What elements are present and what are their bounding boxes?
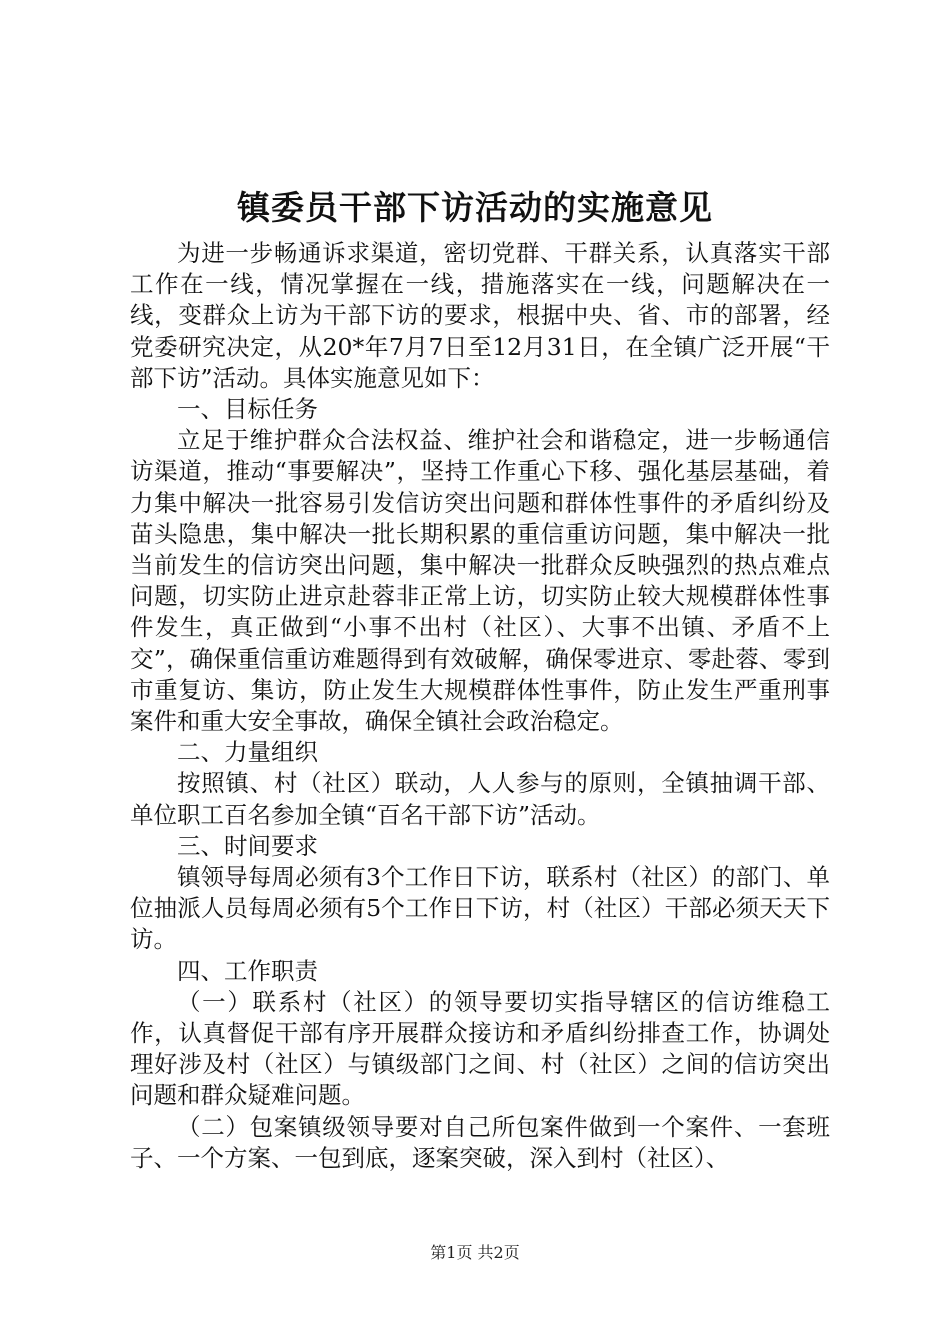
- time-paragraph: 镇领导每周必须有3个工作日下访，联系村（社区）的部门、单位抽派人员每周必须有5个工作日下访，村（社区）干部必须天天下访。: [130, 863, 830, 954]
- goals-paragraph: 立足于维护群众合法权益、维护社会和谐稳定，进一步畅通信访渠道，推动“事要解决”，坚持工作重心下移、强化基层基础，着力集中解决一批容易引发信访突出问题和群体性事件的矛盾纠纷及苗头隐患，集中解决一批长期积累的重信重访问题，集中解决一批当前发生的信访突出问题，集中解决一批群众反映强烈的热点难点问题，切实防止进京赴蓉非正常上访，切实防止较大规模群体性事件发生，真正做到“小事不出村（社区）、大事不出镇、矛盾不上交”，确保重信重访难题得到有效破解，确保零进京、零赴蓉、零到市重复访、集访，防止发生大规模群体性事件，防止发生严重刑事案件和重大安全事故，确保全镇社会政治稳定。: [130, 426, 830, 736]
- intro-paragraph: 为进一步畅通诉求渠道，密切党群、干群关系，认真落实干部工作在一线，情况掌握在一线，措施落实在一线，问题解决在一线，变群众上访为干部下访的要求，根据中央、省、市的部署，经党委研究决定，从20*年7月7日至12月31日，在全镇广泛开展“干部下访”活动。具体实施意见如下：: [130, 239, 830, 392]
- document-body: [130, 238, 830, 1174]
- document-title: 镇委员干部下访活动的实施意见: [237, 188, 713, 227]
- section-heading-organization: 二、力量组织: [177, 738, 318, 767]
- section-heading-duties: 四、工作职责: [177, 956, 318, 985]
- organization-paragraph: 按照镇、村（社区）联动，人人参与的原则，全镇抽调干部、单位职工百名参加全镇“百名干部下访”活动。: [130, 769, 830, 829]
- duties-paragraph-2: （二）包案镇级领导要对自己所包案件做到一个案件、一套班子、一个方案、一包到底，逐案突破，深入到村（社区）、: [130, 1112, 830, 1172]
- duties-paragraph-1: （一）联系村（社区）的领导要切实指导辖区的信访维稳工作，认真督促干部有序开展群众接访和矛盾纠纷排查工作，协调处理好涉及村（社区）与镇级部门之间、村（社区）之间的信访突出问题和群众疑难问题。: [130, 987, 830, 1110]
- page-footer: 第1页 共2页: [430, 1243, 520, 1262]
- section-heading-goals: 一、目标任务: [177, 395, 318, 424]
- section-heading-time: 三、时间要求: [177, 831, 318, 860]
